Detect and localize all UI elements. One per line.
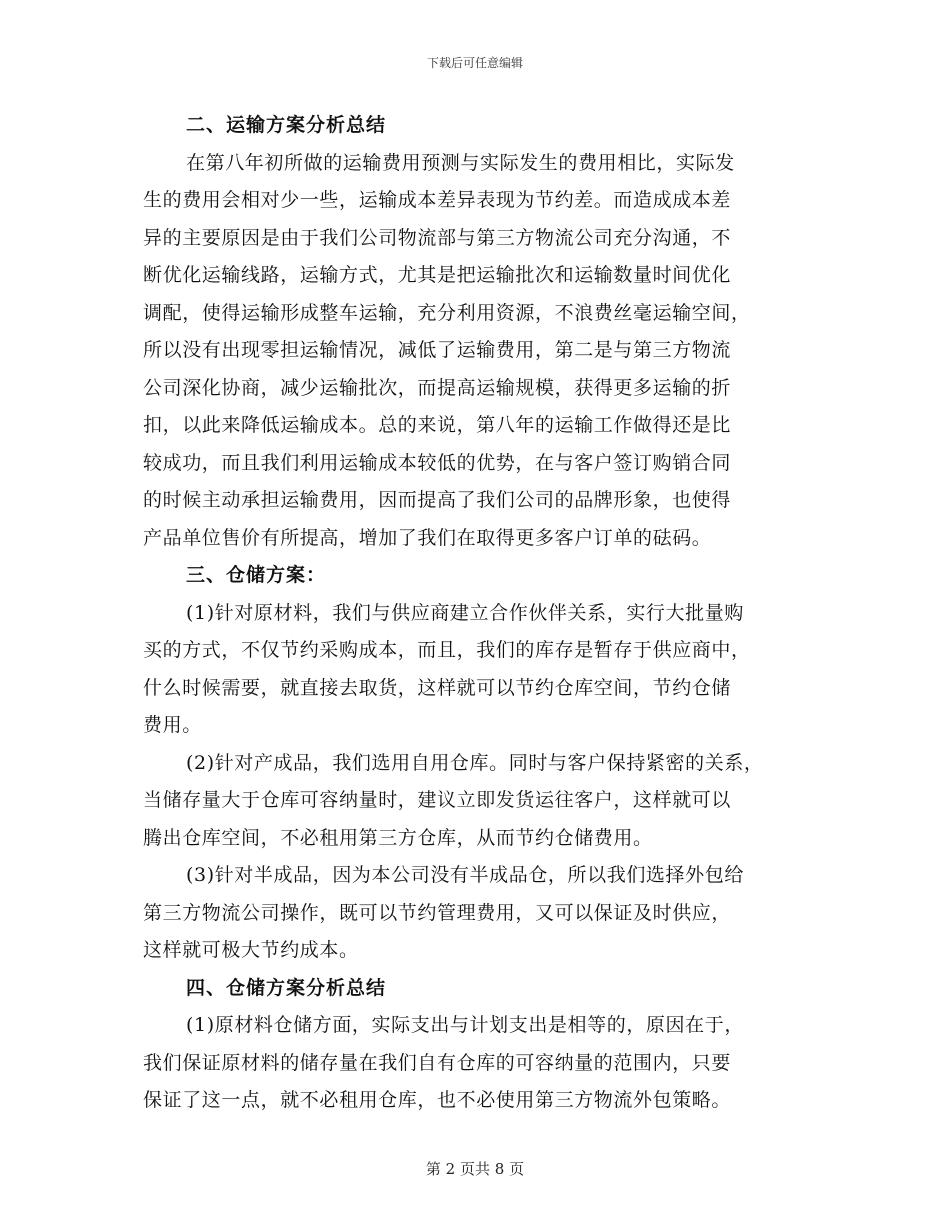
paragraph-line: 生的费用会相对少一些，运输成本差异表现为节约差。而造成成本差 [143,189,732,211]
paragraph-line: 的时候主动承担运输费用，因而提高了我们公司的品牌形象，也使得 [143,489,732,511]
paragraph-line: 调配，使得运输形成整车运输，充分利用资源，不浪费丝毫运输空间， [143,301,751,324]
header-note: 下载后可任意编辑 [426,56,523,70]
paragraph-line: 公司深化协商，减少运输批次，而提高运输规模，获得更多运输的折 [143,376,732,399]
document-body [143,107,808,1120]
paragraph-line: 买的方式，不仅节约采购成本，而且，我们的库存是暂存于供应商中， [143,639,751,661]
paragraph-line: (1)针对原材料，我们与供应商建立合作伙伴关系，实行大批量购 [186,601,744,624]
section-heading: 二、运输方案分析总结 [186,114,387,136]
paragraph-line: 腾出仓库空间，不必租用第三方仓库，从而节约仓储费用。 [143,826,653,849]
paragraph-line: 什么时候需要，就直接去取货，这样就可以节约仓库空间，节约仓储 [143,676,732,699]
paragraph-line: 这样就可极大节约成本。 [143,939,359,961]
section-heading: 三、仓储方案： [186,564,327,586]
paragraph-line: 扣，以此来降低运输成本。总的来说，第八年的运输工作做得还是比 [143,414,732,436]
paragraph-line: 产品单位售价有所提高，增加了我们在取得更多客户订单的砝码。 [143,526,712,549]
paragraph-line: 当储存量大于仓库可容纳量时，建议立即发货运往客户，这样就可以 [143,789,732,811]
paragraph-line: 费用。 [143,714,202,736]
paragraph-line: (1)原材料仓储方面，实际支出与计划支出是相等的，原因在于， [186,1014,744,1036]
paragraph-line: 在第八年初所做的运输费用预测与实际发生的费用相比，实际发 [186,151,735,174]
paragraph-line: (2)针对产成品，我们选用自用仓库。同时与客户保持紧密的关系， [186,751,764,774]
paragraph-line: 我们保证原材料的储存量在我们自有仓库的可容纳量的范围内，只要 [143,1051,732,1074]
paragraph-line: 断优化运输线路，运输方式，尤其是把运输批次和运输数量时间优化 [143,264,732,286]
paragraph-line: (3)针对半成品，因为本公司没有半成品仓，所以我们选择外包给 [186,864,744,886]
paragraph-line: 较成功，而且我们利用运输成本较低的优势，在与客户签订购销合同 [143,451,732,474]
paragraph-line: 异的主要原因是由于我们公司物流部与第三方物流公司充分沟通，不 [143,226,732,249]
paragraph-line: 保证了这一点，就不必租用仓库，也不必使用第三方物流外包策略。 [143,1089,732,1111]
paragraph-line: 所以没有出现零担运输情况，减低了运输费用，第二是与第三方物流 [143,339,732,361]
paragraph-line: 第三方物流公司操作，既可以节约管理费用，又可以保证及时供应， [143,901,732,924]
section-heading: 四、仓储方案分析总结 [186,976,387,999]
page-number: 第 2 页共 8 页 [425,1160,525,1178]
